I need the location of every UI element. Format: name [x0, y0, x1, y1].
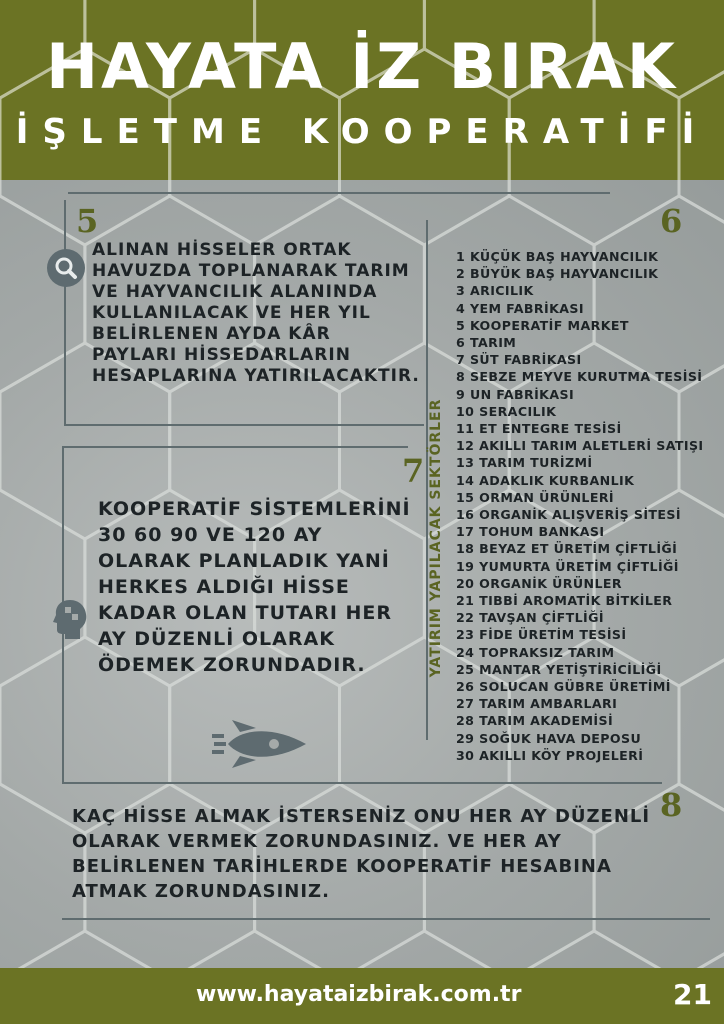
sector-item: 15 ORMAN ÜRÜNLERİ [456, 489, 615, 505]
sector-item: 6 TARIM [456, 335, 517, 351]
section-8-text: KAÇ HİSSE ALMAK İSTERSENİZ ONU HER AY DÜZENLİ OLARAK VERMEK ZORUNDASINIZ. VE HER AY BELİRLENEN TARİHLERDE KOOPERATİF HESABINA ATMAK ZORUNDASINIZ. [72, 806, 651, 902]
sector-item: 5 KOOPERATİF MARKET [456, 317, 629, 333]
head-puzzle-icon [52, 598, 88, 644]
sector-item: 4 YEM FABRİKASI [456, 300, 584, 316]
sector-item: 25 MANTAR YETİŞTİRİCİLİĞİ [456, 661, 662, 677]
sector-item: 22 TAVŞAN ÇİFTLİĞİ [456, 610, 604, 626]
sector-item: 29 SOĞUK HAVA DEPOSU [456, 730, 642, 746]
sector-item: 27 TARIM AMBARLARI [456, 696, 618, 712]
sector-item: 3 ARICILIK [456, 283, 534, 299]
section-7-text: KOOPERATİF SİSTEMLERİNİ 30 60 90 VE 120 AY OLARAK PLANLADIK YANİ HERKES ALDIĞI HİSSE KADAR OLAN TUTARI HER AY DÜZENLİ OLARAK ÖDEMEK ZORUNDADIR. [98, 498, 411, 676]
page-title: HAYATA İZ BIRAK [46, 30, 678, 103]
page-subtitle: İŞLETME KOOPERATİFİ [15, 112, 709, 152]
sector-item: 20 ORGANİK ÜRÜNLER [456, 575, 622, 591]
sector-item: 26 SOLUCAN GÜBRE ÜRETİMİ [456, 679, 671, 695]
divider-line [62, 918, 710, 920]
sector-list [456, 248, 704, 764]
sector-item: 13 TARIM TURİZMİ [456, 455, 593, 471]
sector-item: 7 SÜT FABRİKASI [456, 352, 582, 368]
sectors-vertical-label: YATIRIM YAPILACAK SEKTÖRLER [428, 398, 444, 678]
header-band [0, 0, 724, 180]
divider-line [64, 200, 66, 424]
sector-item: 8 SEBZE MEYVE KURUTMA TESİSİ [456, 369, 703, 385]
sector-item: 18 BEYAZ ET ÜRETİM ÇİFTLİĞİ [456, 541, 678, 557]
sector-item: 28 TARIM AKADEMİSİ [456, 713, 614, 729]
divider-line [62, 782, 662, 784]
sector-item: 14 ADAKLIK KURBANLIK [456, 472, 635, 488]
sector-item: 30 AKILLI KÖY PROJELERİ [456, 747, 644, 763]
sector-item: 16 ORGANİK ALIŞVERİŞ SİTESİ [456, 507, 681, 523]
sector-item: 11 ET ENTEGRE TESİSİ [456, 421, 622, 437]
sector-item: 23 FİDE ÜRETİM TESİSİ [456, 627, 627, 643]
divider-line [64, 424, 424, 426]
hexagon-shape [0, 196, 85, 392]
rocket-icon [212, 720, 308, 772]
sector-item: 10 SERACILIK [456, 403, 557, 419]
divider-line [62, 446, 408, 448]
section-number-8: 8 [660, 786, 683, 824]
sector-item: 2 BÜYÜK BAŞ HAYVANCILIK [456, 266, 659, 282]
section-number-6: 6 [660, 202, 683, 240]
divider-line [68, 192, 610, 194]
website-url: www.hayataizbirak.com.tr [196, 982, 522, 1007]
sector-item: 1 KÜÇÜK BAŞ HAYVANCILIK [456, 249, 659, 264]
section-number-7: 7 [402, 452, 425, 490]
section-number-5: 5 [76, 202, 99, 240]
sector-item: 21 TIBBİ AROMATİK BİTKİLER [456, 593, 673, 609]
sector-item: 19 YUMURTA ÜRETİM ÇİFTLİĞİ [456, 558, 679, 574]
sector-item: 12 AKILLI TARIM ALETLERİ SATIŞI [456, 438, 704, 454]
footer-band [0, 968, 724, 1024]
sector-item: 17 TOHUM BANKASI [456, 524, 605, 540]
hexagon-shape [0, 490, 85, 686]
page-number: 21 [673, 978, 712, 1011]
search-icon [46, 248, 86, 292]
sector-item: 9 UN FABRİKASI [456, 386, 575, 402]
section-5-text: ALINAN HİSSELER ORTAK HAVUZDA TOPLANARAK TARIM VE HAYVANCILIK ALANINDA KULLANILACAK VE HER YIL BELİRLENEN AYDA KÂR PAYLARI HİSSEDARLARIN HESAPLARINA YATIRILACAKTIR. [92, 240, 420, 386]
sector-item: 24 TOPRAKSIZ TARIM [456, 644, 615, 660]
